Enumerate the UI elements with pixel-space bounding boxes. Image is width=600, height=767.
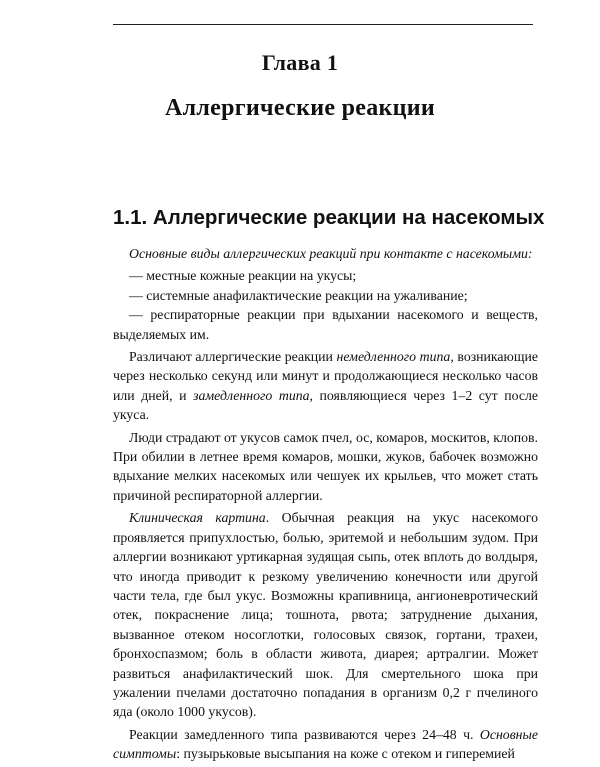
paragraph-delayed-reactions: [113, 725, 538, 764]
intro-text: Основные виды аллергических реакций при контакте с насекомыми:: [129, 246, 533, 261]
paragraph-clinical-picture: [113, 508, 538, 721]
body-text: [113, 244, 538, 767]
paragraph-reaction-types: [113, 347, 538, 425]
italic-term: замедленного типа: [193, 387, 310, 403]
list-item: — респираторные реакции при вдыхании насекомого и веществ, выделяемых им.: [113, 307, 538, 342]
intro-paragraph: [113, 244, 538, 263]
text-run: . Обычная реакция на укус насекомого проявляется припухлостью, болью, эритемой и небольшим зудом. При аллергии возникают уртикарная зудящая сыпь, отек вплоть до волдыря, что иногда приводит к резкому увеличению конечности или другой части тела, где был укус. Возможны крапивница, ангионевротический отек, покраснение лица; тошнота, рвота; затруднение дыхания, вызванное отеком носоглотки, голосовых связок, гортани, трахеи, бронхоспазмом; боль в области живота, диарея; артралгии. Может развиться анафилактический шок. Для смертельного шока при ужалении пчелами достаточно попадания в организм 0,2 г пчелиного яда (около 1000 укусов).: [113, 510, 538, 720]
header-rule: [113, 24, 533, 25]
italic-term: немедленного типа: [336, 349, 451, 365]
chapter-title: Аллергические реакции: [164, 95, 436, 121]
text-run: Реакции замедленного типа развиваются через 24–48 ч.: [129, 726, 480, 742]
list-item: — системные анафилактические реакции на ужаливание;: [129, 287, 468, 303]
text-run: : пузырьковые высыпания на коже с отеком и гиперемией: [176, 746, 515, 762]
text-run: , появляющиеся через 1–2 сут после укуса.: [113, 387, 538, 423]
italic-term: Основные симптомы: [113, 726, 538, 762]
paragraph-insects: Люди страдают от укусов самок пчел, ос, комаров, москитов, клопов. При обилии в летнее время комаров, мошки, жуков, бабочек возможно вдыхание мелких насекомых или чешуек их крыльев, что может стать причиной респираторной аллергии.: [113, 429, 538, 503]
italic-term: Клиническая картина: [129, 510, 266, 526]
text-run: Различают аллергические реакции: [129, 349, 337, 365]
chapter-number: Глава 1: [261, 50, 339, 75]
text-run: , возникающие через несколько секунд или минут и продолжающиеся несколько часов или дней, и: [113, 349, 538, 403]
section-heading: 1.1. Аллергические реакции на насекомых: [113, 206, 545, 229]
list-item: — местные кожные реакции на укусы;: [129, 268, 357, 284]
